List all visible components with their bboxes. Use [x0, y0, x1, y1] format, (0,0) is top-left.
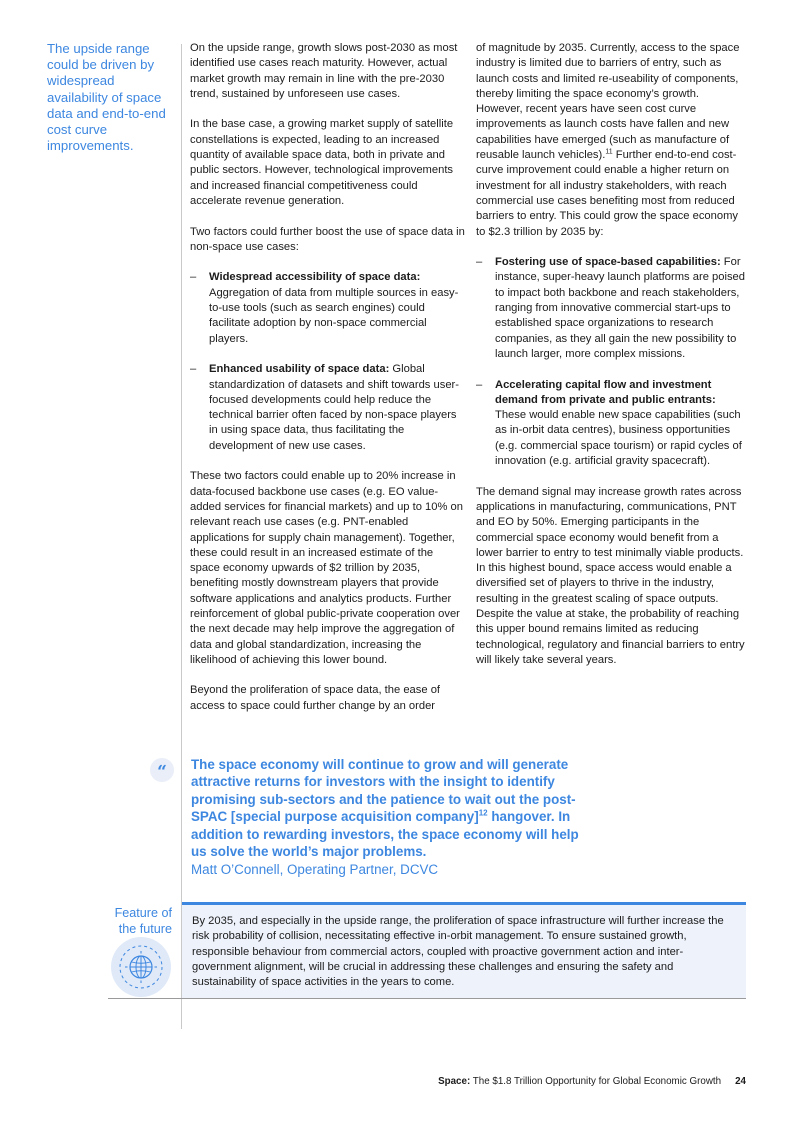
quote-mark-icon: “ [150, 758, 174, 782]
footnote-ref: 11 [605, 148, 613, 156]
feature-label: Feature of the future [114, 906, 172, 936]
bullet-text: These would enable new space capabilities (such as in-orbit data centres), business opportunities (e.g. commercial space tourism) or rapid cycles of innovation (e.g. artificial gravity spacecraft). [495, 409, 742, 468]
globe-icon-graphic [111, 937, 171, 997]
pull-quote [191, 756, 586, 860]
feature-text: By 2035, and especially in the upside range, the proliferation of space infrastructure will further increase the risk probability of collision, necessitating effective in-orbit management. To ensure sustained growth, responsible behaviour from commercial actors, coupled with proactive government action and inter-government alignment, will be crucial in addressing these challenges and ensuring the safety and sustainability of space activities in the years to come. [192, 915, 724, 989]
divider [108, 998, 746, 999]
bullet-title: Fostering use of space-based capabilities: [495, 256, 721, 269]
paragraph: On the upside range, growth slows post-2030 as most identified use cases reach maturity. However, actual market growth may remain in line with the pre-2030 trend, sustained by unforeseen use cases. [190, 42, 458, 100]
feature-box [182, 902, 746, 999]
quote-text: The space economy will continue to grow and will generate attractive returns for investors with the insight to identify promising sub-sectors and the patience to wait out the post-SPAC [special purpose acquisition company] [191, 757, 576, 825]
paragraph-text: of magnitude by 2035. Currently, access to the space industry is limited due to barriers of entry, such as launch costs and limited re-useability of components, thereby limiting the space economy’s growth. However, recent years have seen cost curve improvements as launch costs have fallen and new capabilities have emerged (such as manufacture of reusable launch vehicles). [476, 42, 740, 162]
bullet-dash: – [476, 256, 483, 269]
footer-title: The $1.8 Trillion Opportunity for Global Economic Growth [470, 1076, 722, 1087]
bullet-text: Global standardization of datasets and shift towards user-focused developments could help reduce the technical barrier often faced by non-space players in using space data, thus facilitating the development of new use cases. [209, 363, 459, 452]
bullet-item [190, 362, 466, 454]
paragraph-text: Further end-to-end cost-curve improvement could enable a higher return on investment for all industry stakeholders, with reach commercial use cases benefiting most from reduced barriers to entry. This could grow the space economy to $2.3 trillion by 2035 by: [476, 149, 738, 238]
bullet-dash: – [190, 271, 197, 284]
bullet-title: Accelerating capital flow and investment demand from private and public entrants: [495, 378, 716, 406]
quote-attribution: Matt O’Connell, Operating Partner, DCVC [191, 862, 439, 877]
bullet-title: Widespread accessibility of space data: [209, 271, 421, 284]
column-divider [181, 44, 182, 1029]
sidenote: The upside range could be driven by widespread availability of space data and end-to-end cost curve improvements. [47, 41, 166, 154]
bullet-text: For instance, super-heavy launch platforms are poised to impact both backbone and reach stakeholders, ranging from innovative commercial start-ups to established space organizations to research companies, as they all gain the new possibility to launch larger, more complex missions. [495, 256, 745, 360]
left-column [190, 41, 466, 729]
page-number: 24 [735, 1076, 746, 1087]
bullet-item [476, 378, 748, 470]
paragraph: These two factors could enable up to 20% increase in data-focused backbone use cases (e.g. EO value-added services for financial markets) and up to 10% on relevant reach use cases (e.g. PNT-enabled applications for supply chain management). Together, these could result in an increased estimate of the space economy upwards of $2 trillion by 2035, benefiting mostly downstream players that provide software applications and analytics products. Further reinforcement of global public-private cooperation over the next decade may help improve the aggregation of data and global standardization, increasing the likelihood of achieving this lower bound. [190, 470, 464, 666]
paragraph: Beyond the proliferation of space data, the ease of access to space could further change by an order [190, 684, 441, 712]
bullet-title: Enhanced usability of space data: [209, 363, 390, 376]
bullet-dash: – [190, 363, 197, 376]
paragraph: Two factors could further boost the use of space data in non-space use cases: [190, 225, 465, 253]
globe-icon [111, 937, 171, 997]
paragraph [476, 41, 748, 240]
paragraph: The demand signal may increase growth rates across applications in manufacturing, communications, PNT and EO by 50%. Emerging participants in the commercial space economy would benefit from a lower barrier to entry to test minimally viable products. In this highest bound, space access would enable a diversified set of players to thrive in the industry, resulting in the greatest scaling of space outputs. Despite the value at stake, the probability of reaching this upper bound remains limited as reducing technological, regulatory and financial barriers to entry will likely take several years. [476, 485, 745, 666]
quote-text: hangover. In addition to rewarding investors, the space economy will help us solve the world’s major problems. [191, 809, 579, 860]
paragraph: In the base case, a growing market supply of satellite constellations is expected, leading to an increased quantity of available space data, both in private and public sectors. However, technological improvements and increased financial competitiveness could accelerate revenue generation. [190, 118, 454, 207]
right-column [476, 41, 748, 683]
bullet-item [190, 270, 466, 346]
page-footer [300, 1076, 746, 1088]
bullet-text: Aggregation of data from multiple sources in easy-to-use tools (such as search engines) could facilitate adoption by non-space commercial players. [209, 286, 459, 345]
bullet-item [476, 255, 748, 362]
bullet-dash: – [476, 378, 483, 391]
footnote-ref: 12 [478, 808, 488, 818]
footer-brand: Space: [438, 1076, 471, 1087]
